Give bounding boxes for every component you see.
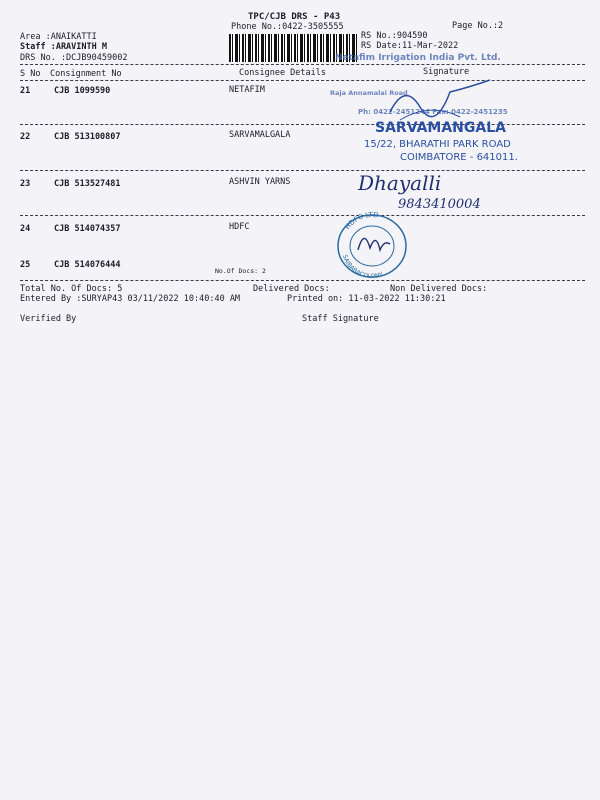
row-s-no: 22 bbox=[20, 132, 31, 142]
col-s-no: S No bbox=[20, 69, 41, 79]
col-consignee: Consignee Details bbox=[239, 68, 326, 78]
netafim-stamp-line1: Netafim Irrigation India Pvt. Ltd. bbox=[335, 53, 501, 63]
hdfc-seal-icon bbox=[332, 210, 412, 280]
row-consignment: CJB 514076444 bbox=[54, 260, 121, 270]
staff-signature-label: Staff Signature bbox=[302, 314, 379, 324]
phone-number: Phone No.:0422-3505555 bbox=[231, 22, 344, 32]
area-label: Area :ANAIKATTI bbox=[20, 32, 97, 42]
delivered-docs: Delivered Docs: bbox=[253, 284, 330, 294]
row-s-no: 24 bbox=[20, 224, 31, 234]
non-delivered-docs: Non Delivered Docs: bbox=[390, 284, 488, 294]
row-s-no: 21 bbox=[20, 86, 31, 96]
printed-on: Printed on: 11-03-2022 11:30:21 bbox=[287, 294, 446, 304]
no-of-docs: No.Of Docs: 2 bbox=[215, 267, 266, 275]
divider bbox=[20, 64, 585, 65]
row-consignment: CJB 513100807 bbox=[54, 132, 121, 142]
hdfc-seal-top: HDFC LTD bbox=[343, 210, 380, 232]
col-consignment: Consignment No bbox=[50, 69, 122, 79]
row-consignment: CJB 513527481 bbox=[54, 179, 121, 189]
verified-by: Verified By bbox=[20, 314, 77, 324]
row-consignment: CJB 1099590 bbox=[54, 86, 111, 96]
row-consignee: SARVAMALGALA bbox=[229, 130, 291, 140]
netafim-stamp-line3: Ph: 0422-2451244 Fax: 0422-2451235 bbox=[358, 108, 508, 116]
row-consignment: CJB 514074357 bbox=[54, 224, 121, 234]
hdfc-seal-bottom: SAIBABACOLONY bbox=[340, 253, 384, 280]
col-signature: Signature bbox=[423, 67, 470, 77]
row-s-no: 25 bbox=[20, 260, 31, 270]
row-consignee: NETAFIM bbox=[229, 85, 265, 95]
drs-number: DRS No. :DCJB90459002 bbox=[20, 53, 128, 63]
sarvamangala-stamp-name: SARVAMANGALA bbox=[375, 120, 506, 136]
staff-label: Staff :ARAVINTH M bbox=[20, 42, 107, 52]
rs-number: RS No.:904590 bbox=[361, 31, 428, 41]
total-docs: Total No. Of Docs: 5 bbox=[20, 284, 123, 294]
sarvamangala-stamp-addr1: 15/22, BHARATHI PARK ROAD bbox=[364, 139, 511, 150]
svg-text:SAIBABACOLONY bbox=[341, 254, 384, 280]
divider bbox=[20, 280, 585, 281]
document-title: TPC/CJB DRS - P43 bbox=[248, 12, 341, 22]
handwritten-phone: 9843410004 bbox=[398, 197, 481, 212]
netafim-stamp-line2: Raja Annamalai Road bbox=[330, 89, 408, 97]
rs-date: RS Date:11-Mar-2022 bbox=[361, 41, 459, 51]
page-number: Page No.:2 bbox=[452, 21, 504, 31]
divider bbox=[20, 215, 585, 216]
divider bbox=[20, 80, 585, 81]
row-s-no: 23 bbox=[20, 179, 31, 189]
row-consignee: ASHVIN YARNS bbox=[229, 177, 291, 187]
entered-by: Entered By :SURYAP43 03/11/2022 10:40:40 AM bbox=[20, 294, 241, 304]
divider bbox=[20, 170, 585, 171]
handwritten-signature: Dhayalli bbox=[358, 171, 442, 195]
sarvamangala-stamp-addr2: COIMBATORE - 641011. bbox=[400, 152, 518, 163]
row-consignee: HDFC bbox=[229, 222, 250, 232]
